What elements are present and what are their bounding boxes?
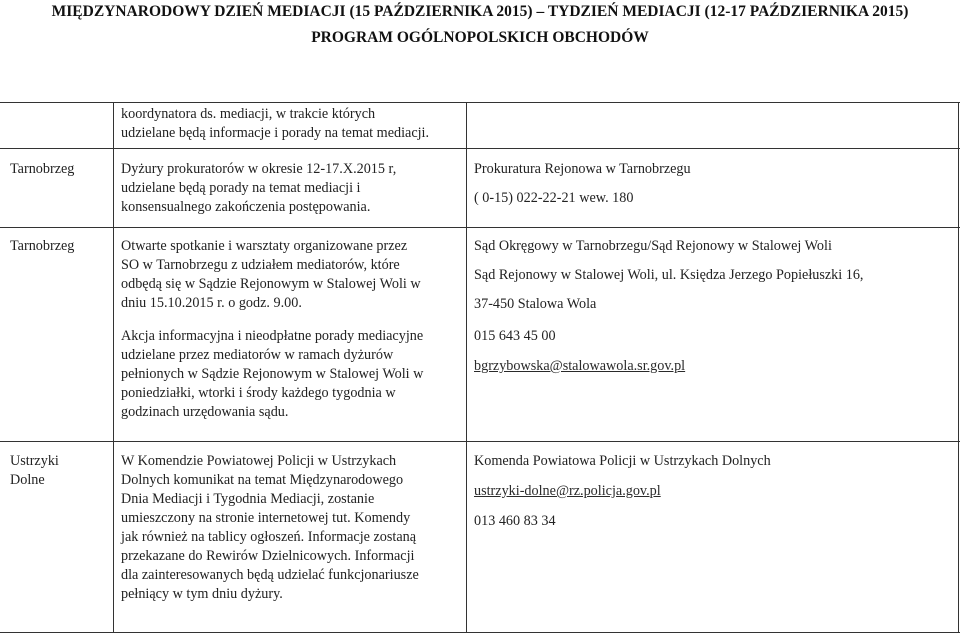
contact-cell [474,237,959,376]
event-line: Dnia Mediacji i Tygodnia Mediacji, zostanie [121,491,375,507]
contact-phone: 015 643 45 00 [474,328,556,344]
event-line: jak również na tablicy ogłoszeń. Informacje zostaną [121,529,417,545]
event-line: udzielane przez mediatorów w ramach dyżurów [121,347,394,363]
event-line: Otwarte spotkanie i warsztaty organizowane przez [121,238,408,254]
event-line: koordynatora ds. mediacji, w trakcie których [121,106,376,122]
event-line: umieszczony na stronie internetowej tut. Komendy [121,510,411,526]
event-cell [121,237,461,422]
contact-cell [474,452,959,531]
page-title: MIĘDZYNARODOWY DZIEŃ MEDIACJI (15 PAŹDZIERNIKA 2015) – TYDZIEŃ MEDIACJI (12-17 PAŹDZIERNIKA 2015) [51,3,909,20]
row-divider [0,441,960,442]
place-cell: Tarnobrzeg [10,161,75,177]
contact-line: Komenda Powiatowa Policji w Ustrzykach Dolnych [474,453,771,469]
table-border-top [0,102,960,103]
column-divider [113,102,114,633]
email-link[interactable]: ustrzyki-dolne@rz.policja.gov.pl [474,483,661,499]
contact-line: Sąd Okręgowy w Tarnobrzegu/Sąd Rejonowy w Stalowej Woli [474,238,832,254]
table-border-bottom [0,632,960,633]
event-line: dla zainteresowanych będą udzielać funkcjonariusze [121,567,419,583]
event-line: konsensualnego zakończenia postępowania. [121,199,371,215]
place-cell: Ustrzyki Dolne [10,453,59,488]
event-line: poniedziałki, wtorki i środy każdego tygodnia w [121,385,396,401]
event-line: Akcja informacyjna i nieodpłatne porady mediacyjne [121,328,424,344]
row-divider [0,148,960,149]
page-subtitle: PROGRAM OGÓLNOPOLSKICH OBCHODÓW [311,29,649,46]
event-line: odbędą się w Sądzie Rejonowym w Stalowej Woli w [121,276,421,292]
contact-phone: ( 0-15) 022-22-21 wew. 180 [474,190,634,206]
event-line: przekazane do Rewirów Dzielnicowych. Informacji [121,548,415,564]
event-line: pełnionych w Sądzie Rejonowym w Stalowej Woli w [121,366,424,382]
column-divider [466,102,467,633]
event-line: godzinach urzędowania sądu. [121,404,289,420]
contact-line: Sąd Rejonowy w Stalowej Woli, ul. Księdza Jerzego Popiełuszki 16, [474,267,864,283]
event-line: Dyżury prokuratorów w okresie 12-17.X.2015 r, [121,161,397,177]
event-cell [121,160,461,217]
row-divider [0,227,960,228]
event-line: udzielane będą informacje i porady na temat mediacji. [121,125,430,141]
event-cell [121,452,461,604]
event-line: dniu 15.10.2015 r. o godz. 9.00. [121,295,302,311]
event-line: SO w Tarnobrzegu z udziałem mediatorów, które [121,257,400,273]
event-line: W Komendzie Powiatowej Policji w Ustrzykach [121,453,397,469]
event-line: Dolnych komunikat na temat Międzynarodowego [121,472,404,488]
table-row [121,105,461,143]
contact-cell [474,160,959,208]
event-line: udzielane będą porady na temat mediacji i [121,180,361,196]
contact-phone: 013 460 83 34 [474,513,556,529]
event-line: pełniący w tym dniu dyżury. [121,586,283,602]
email-link[interactable]: bgrzybowska@stalowawola.sr.gov.pl [474,358,686,374]
contact-line: Prokuratura Rejonowa w Tarnobrzegu [474,161,691,177]
place-cell: Tarnobrzeg [10,238,75,254]
contact-line: 37-450 Stalowa Wola [474,296,597,312]
